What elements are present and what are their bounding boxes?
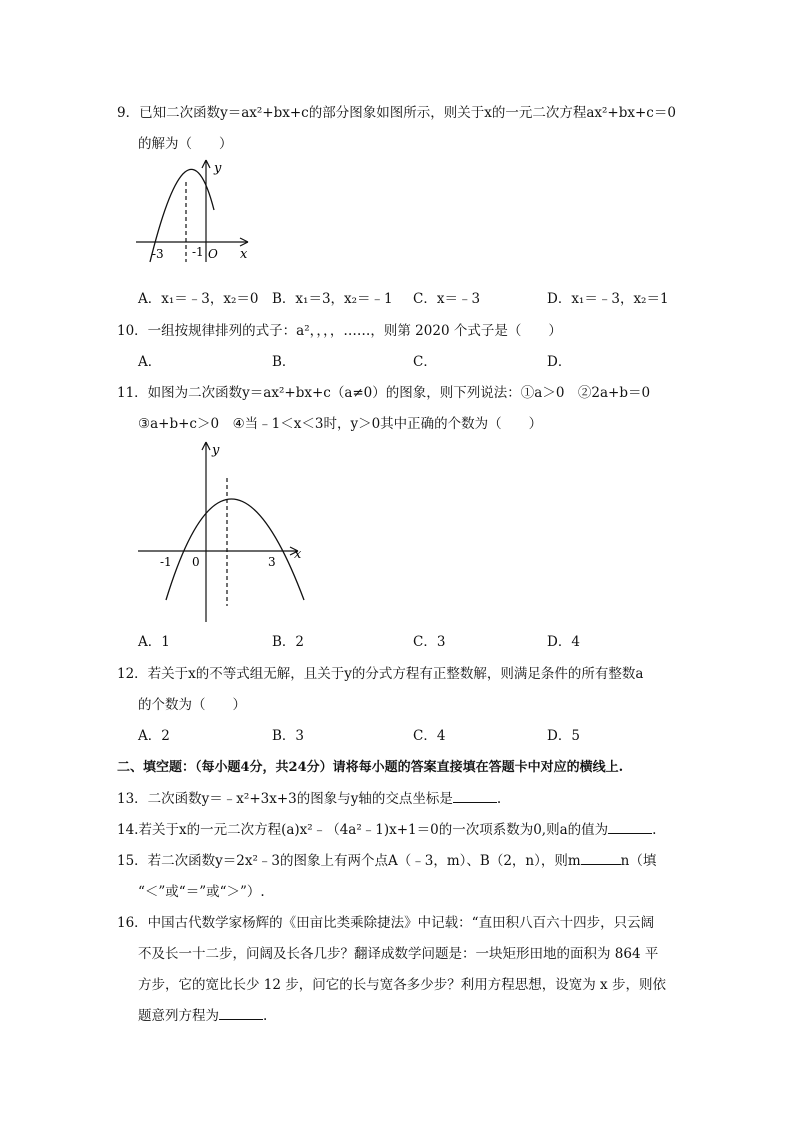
q11-option-d: D．4 xyxy=(547,634,580,650)
q13-end: . xyxy=(496,791,502,807)
q9-y-label: y xyxy=(214,161,222,176)
q16-line4 xyxy=(138,1007,267,1025)
q11-line2: ③a+b+c＞0 ④当﹣1＜x＜3时，y＞0其中正确的个数为（ ） xyxy=(138,416,543,432)
q10-option-d: D． xyxy=(547,354,572,370)
q9-tick-neg3: -3 xyxy=(152,247,164,261)
q9-tick-neg1: -1 xyxy=(192,245,204,259)
q15-text: 15．若二次函数y＝2x²﹣3的图象上有两个点A（﹣3，m）、B（2，n），则m xyxy=(117,853,581,869)
q12-line1: 12．若关于x的不等式组无解，且关于y的分式方程有正整数解，则满足条件的所有整数a xyxy=(117,666,644,682)
q9-x-label: x xyxy=(240,247,248,262)
q13-answer-blank[interactable] xyxy=(453,790,497,803)
q10-line1: 10．一组按规律排列的式子：a²，，，，……，则第 2020 个式子是（ ） xyxy=(117,323,562,339)
q15-text-after: n（填 xyxy=(620,853,657,869)
q11-option-a: A．1 xyxy=(138,634,170,650)
q9-option-a: A．x₁＝﹣3，x₂＝0 xyxy=(138,291,259,307)
q11-tick-neg1: -1 xyxy=(160,555,172,569)
q16-answer-blank[interactable] xyxy=(219,1007,263,1020)
q12-option-a: A．2 xyxy=(138,728,170,744)
q12-line2: 的个数为（ ） xyxy=(138,697,246,713)
q14-answer-blank[interactable] xyxy=(608,821,652,834)
q9-option-b: B．x₁＝3，x₂＝﹣1 xyxy=(272,291,393,307)
q16-line1: 16．中国古代数学家杨辉的《田亩比类乘除捷法》中记载：“直田积八百六十四步，只云阔 xyxy=(117,915,655,931)
q9-option-d: D．x₁＝﹣3，x₂＝1 xyxy=(547,291,669,307)
q11-x-label: x xyxy=(294,547,302,562)
q10-option-b: B． xyxy=(272,354,296,370)
q16-line2: 不及长一十二步，问阔及长各几步？翻译成数学问题是：一块矩形田地的面积为 864 平 xyxy=(138,946,659,962)
q10-option-a: A． xyxy=(138,354,162,370)
q11-tick-3: 3 xyxy=(268,555,276,569)
q15-answer-blank[interactable] xyxy=(581,852,621,865)
q9-graph xyxy=(136,158,258,268)
q16-end: . xyxy=(263,1008,268,1024)
q16-line3: 方步，它的宽比长少 12 步，问它的长与宽各多少步？利用方程思想，设宽为 x 步，则依 xyxy=(138,977,666,993)
q11-tick-0: 0 xyxy=(192,555,200,569)
q9-origin-label: O xyxy=(208,247,218,261)
q11-option-b: B．2 xyxy=(272,634,305,650)
q15-line1 xyxy=(117,852,656,870)
q13-line xyxy=(117,790,501,808)
q11-y-label: y xyxy=(212,443,220,458)
q15-line2: “＜”或“＝”或“＞”）. xyxy=(138,884,265,900)
q14-text: 14.若关于x的一元二次方程(a)x²﹣（4a²﹣1)x+1＝0的一次项系数为0,则a的值为 xyxy=(117,822,609,838)
section2-title: 二、填空题：（每小题4分，共24分）请将每小题的答案直接填在答题卡中对应的横线上. xyxy=(117,760,624,775)
q14-line xyxy=(117,821,656,839)
q16-text: 题意列方程为 xyxy=(138,1008,219,1024)
q12-option-b: B．3 xyxy=(272,728,305,744)
q10-option-c: C． xyxy=(413,354,437,370)
q9-option-c: C．x＝﹣3 xyxy=(413,291,481,307)
q11-parabola xyxy=(166,499,304,600)
q12-option-d: D．5 xyxy=(547,728,580,744)
q9-line2: 的解为（ ） xyxy=(138,136,233,152)
q11-option-c: C．3 xyxy=(413,634,446,650)
q14-end: . xyxy=(652,822,657,838)
q13-text: 13．二次函数y＝﹣x²+3x+3的图象与y轴的交点坐标是 xyxy=(117,791,453,807)
q9-line1: 9．已知二次函数y＝ax²+bx+c的部分图象如图所示，则关于x的一元二次方程ax²+bx+c＝0 xyxy=(117,105,676,121)
q11-line1: 11．如图为二次函数y＝ax²+bx+c（a≠0）的图象，则下列说法：①a＞0 ②2a+b＝0 xyxy=(117,385,651,401)
q12-option-c: C．4 xyxy=(413,728,446,744)
q11-graph xyxy=(136,438,308,624)
